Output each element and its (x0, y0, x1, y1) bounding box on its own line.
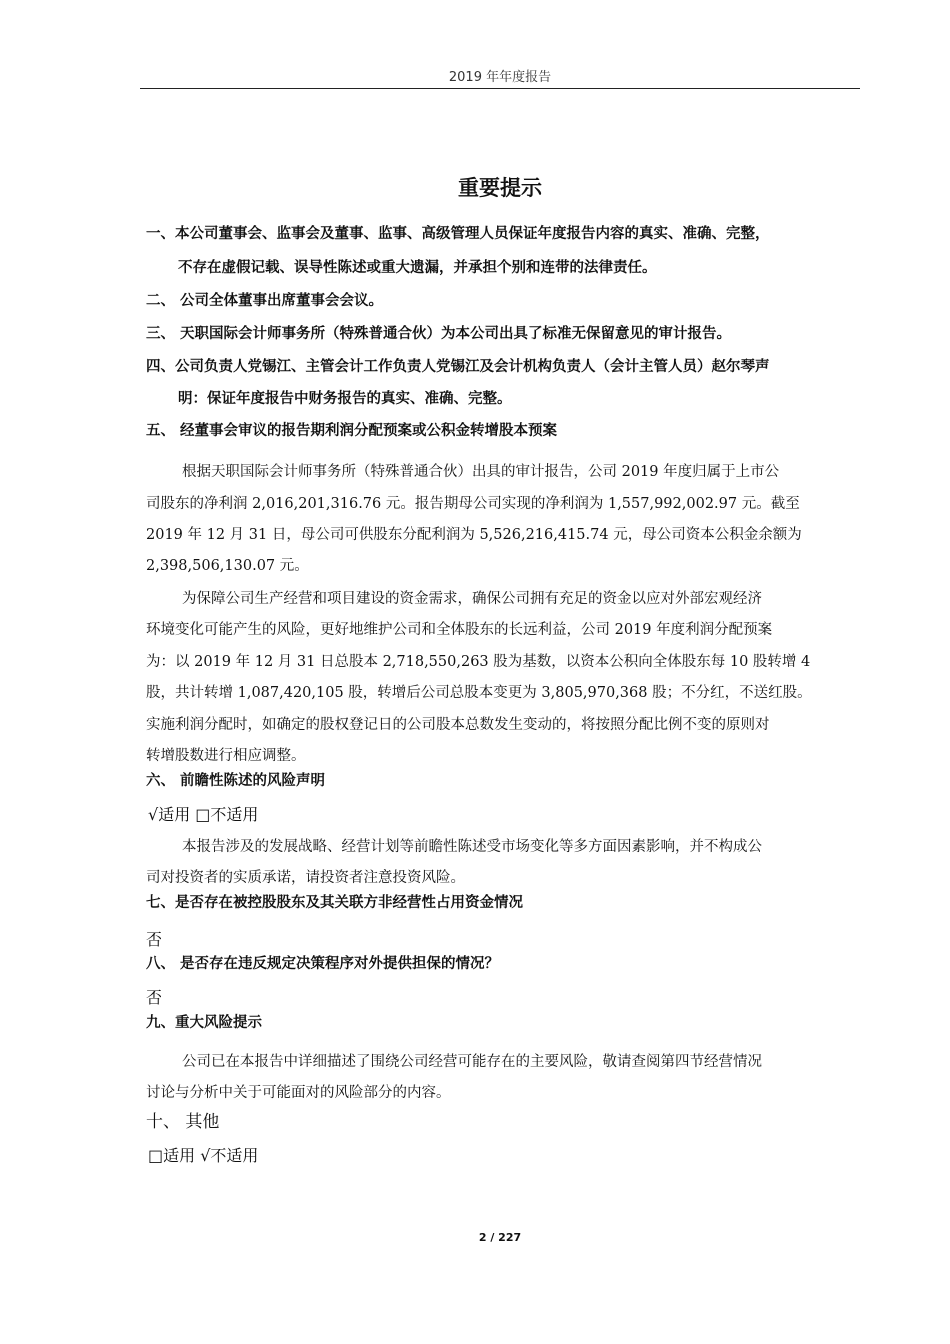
paragraph-risk-line-1: 公司已在本报告中详细描述了围绕公司经营可能存在的主要风险，敬请查阅第四节经营情况 (182, 1054, 762, 1070)
paragraph-profit-line-3: 2019 年 12 月 31 日，母公司可供股东分配利润为 5,526,216,415.74 元，母公司资本公积金余额为 (146, 527, 802, 543)
header-rule (140, 88, 860, 89)
item-9-heading: 九、重大风险提示 (146, 1015, 262, 1031)
item-5-heading: 五、 经董事会审议的报告期利润分配预案或公积金转增股本预案 (146, 423, 558, 439)
paragraph-plan-line-3: 为：以 2019 年 12 月 31 日总股本 2,718,550,263 股为基数，以资本公积向全体股东每 10 股转增 4 (146, 654, 811, 670)
item-6-heading: 六、 前瞻性陈述的风险声明 (146, 773, 326, 789)
paragraph-plan-line-6: 转增股数进行相应调整。 (146, 748, 306, 764)
paragraph-forward-line-1: 本报告涉及的发展战略、经营计划等前瞻性陈述受市场变化等多方面因素影响，并不构成公 (182, 839, 762, 855)
item-4-line-1: 四、公司负责人党锡江、主管会计工作负责人党锡江及会计机构负责人（会计主管人员）赵尔琴声 (146, 359, 770, 375)
paragraph-profit-line-1: 根据天职国际会计师事务所（特殊普通合伙）出具的审计报告，公司 2019 年度归属于上市公 (182, 464, 780, 480)
item-10-heading: 十、 其他 (146, 1112, 220, 1132)
item-8-answer: 否 (146, 988, 163, 1007)
page-number: 2 / 227 (478, 1231, 522, 1244)
paragraph-plan-line-1: 为保障公司生产经营和项目建设的资金需求，确保公司拥有充足的资金以应对外部宏观经济 (182, 591, 762, 607)
item-6-applicability: √适用 □不适用 (148, 805, 259, 824)
paragraph-plan-line-2: 环境变化可能产生的风险，更好地维护公司和全体股东的长远利益，公司 2019 年度利润分配预案 (146, 622, 773, 638)
item-4-line-2: 明：保证年度报告中财务报告的真实、准确、完整。 (178, 391, 512, 407)
page-title: 重要提示 (458, 176, 542, 200)
item-3: 三、 天职国际会计师事务所（特殊普通合伙）为本公司出具了标准无保留意见的审计报告。 (146, 326, 732, 342)
paragraph-profit-line-2: 司股东的净利润 2,016,201,316.76 元。报告期母公司实现的净利润为 1,557,992,002.97 元。截至 (146, 496, 800, 512)
item-1-line-2: 不存在虚假记载、误导性陈述或重大遗漏，并承担个别和连带的法律责任。 (178, 260, 657, 276)
paragraph-forward-line-2: 司对投资者的实质承诺，请投资者注意投资风险。 (146, 870, 465, 886)
item-7-answer: 否 (146, 930, 163, 949)
item-2: 二、 公司全体董事出席董事会会议。 (146, 293, 384, 309)
page-header: 2019 年年度报告 (448, 70, 552, 85)
item-1-line-1: 一、本公司董事会、监事会及董事、监事、高级管理人员保证年度报告内容的真实、准确、完整， (146, 226, 770, 242)
paragraph-risk-line-2: 讨论与分析中关于可能面对的风险部分的内容。 (146, 1085, 451, 1101)
item-7-heading: 七、是否存在被控股股东及其关联方非经营性占用资金情况 (146, 895, 523, 911)
paragraph-plan-line-4: 股，共计转增 1,087,420,105 股，转增后公司总股本变更为 3,805,970,368 股；不分红，不送红股。 (146, 685, 812, 701)
item-8-heading: 八、 是否存在违反规定决策程序对外提供担保的情况？ (146, 956, 500, 972)
item-10-applicability: □适用 √不适用 (148, 1146, 259, 1165)
paragraph-profit-line-4: 2,398,506,130.07 元。 (146, 558, 309, 574)
paragraph-plan-line-5: 实施利润分配时，如确定的股权登记日的公司股本总数发生变动的，将按照分配比例不变的原则对 (146, 717, 770, 733)
